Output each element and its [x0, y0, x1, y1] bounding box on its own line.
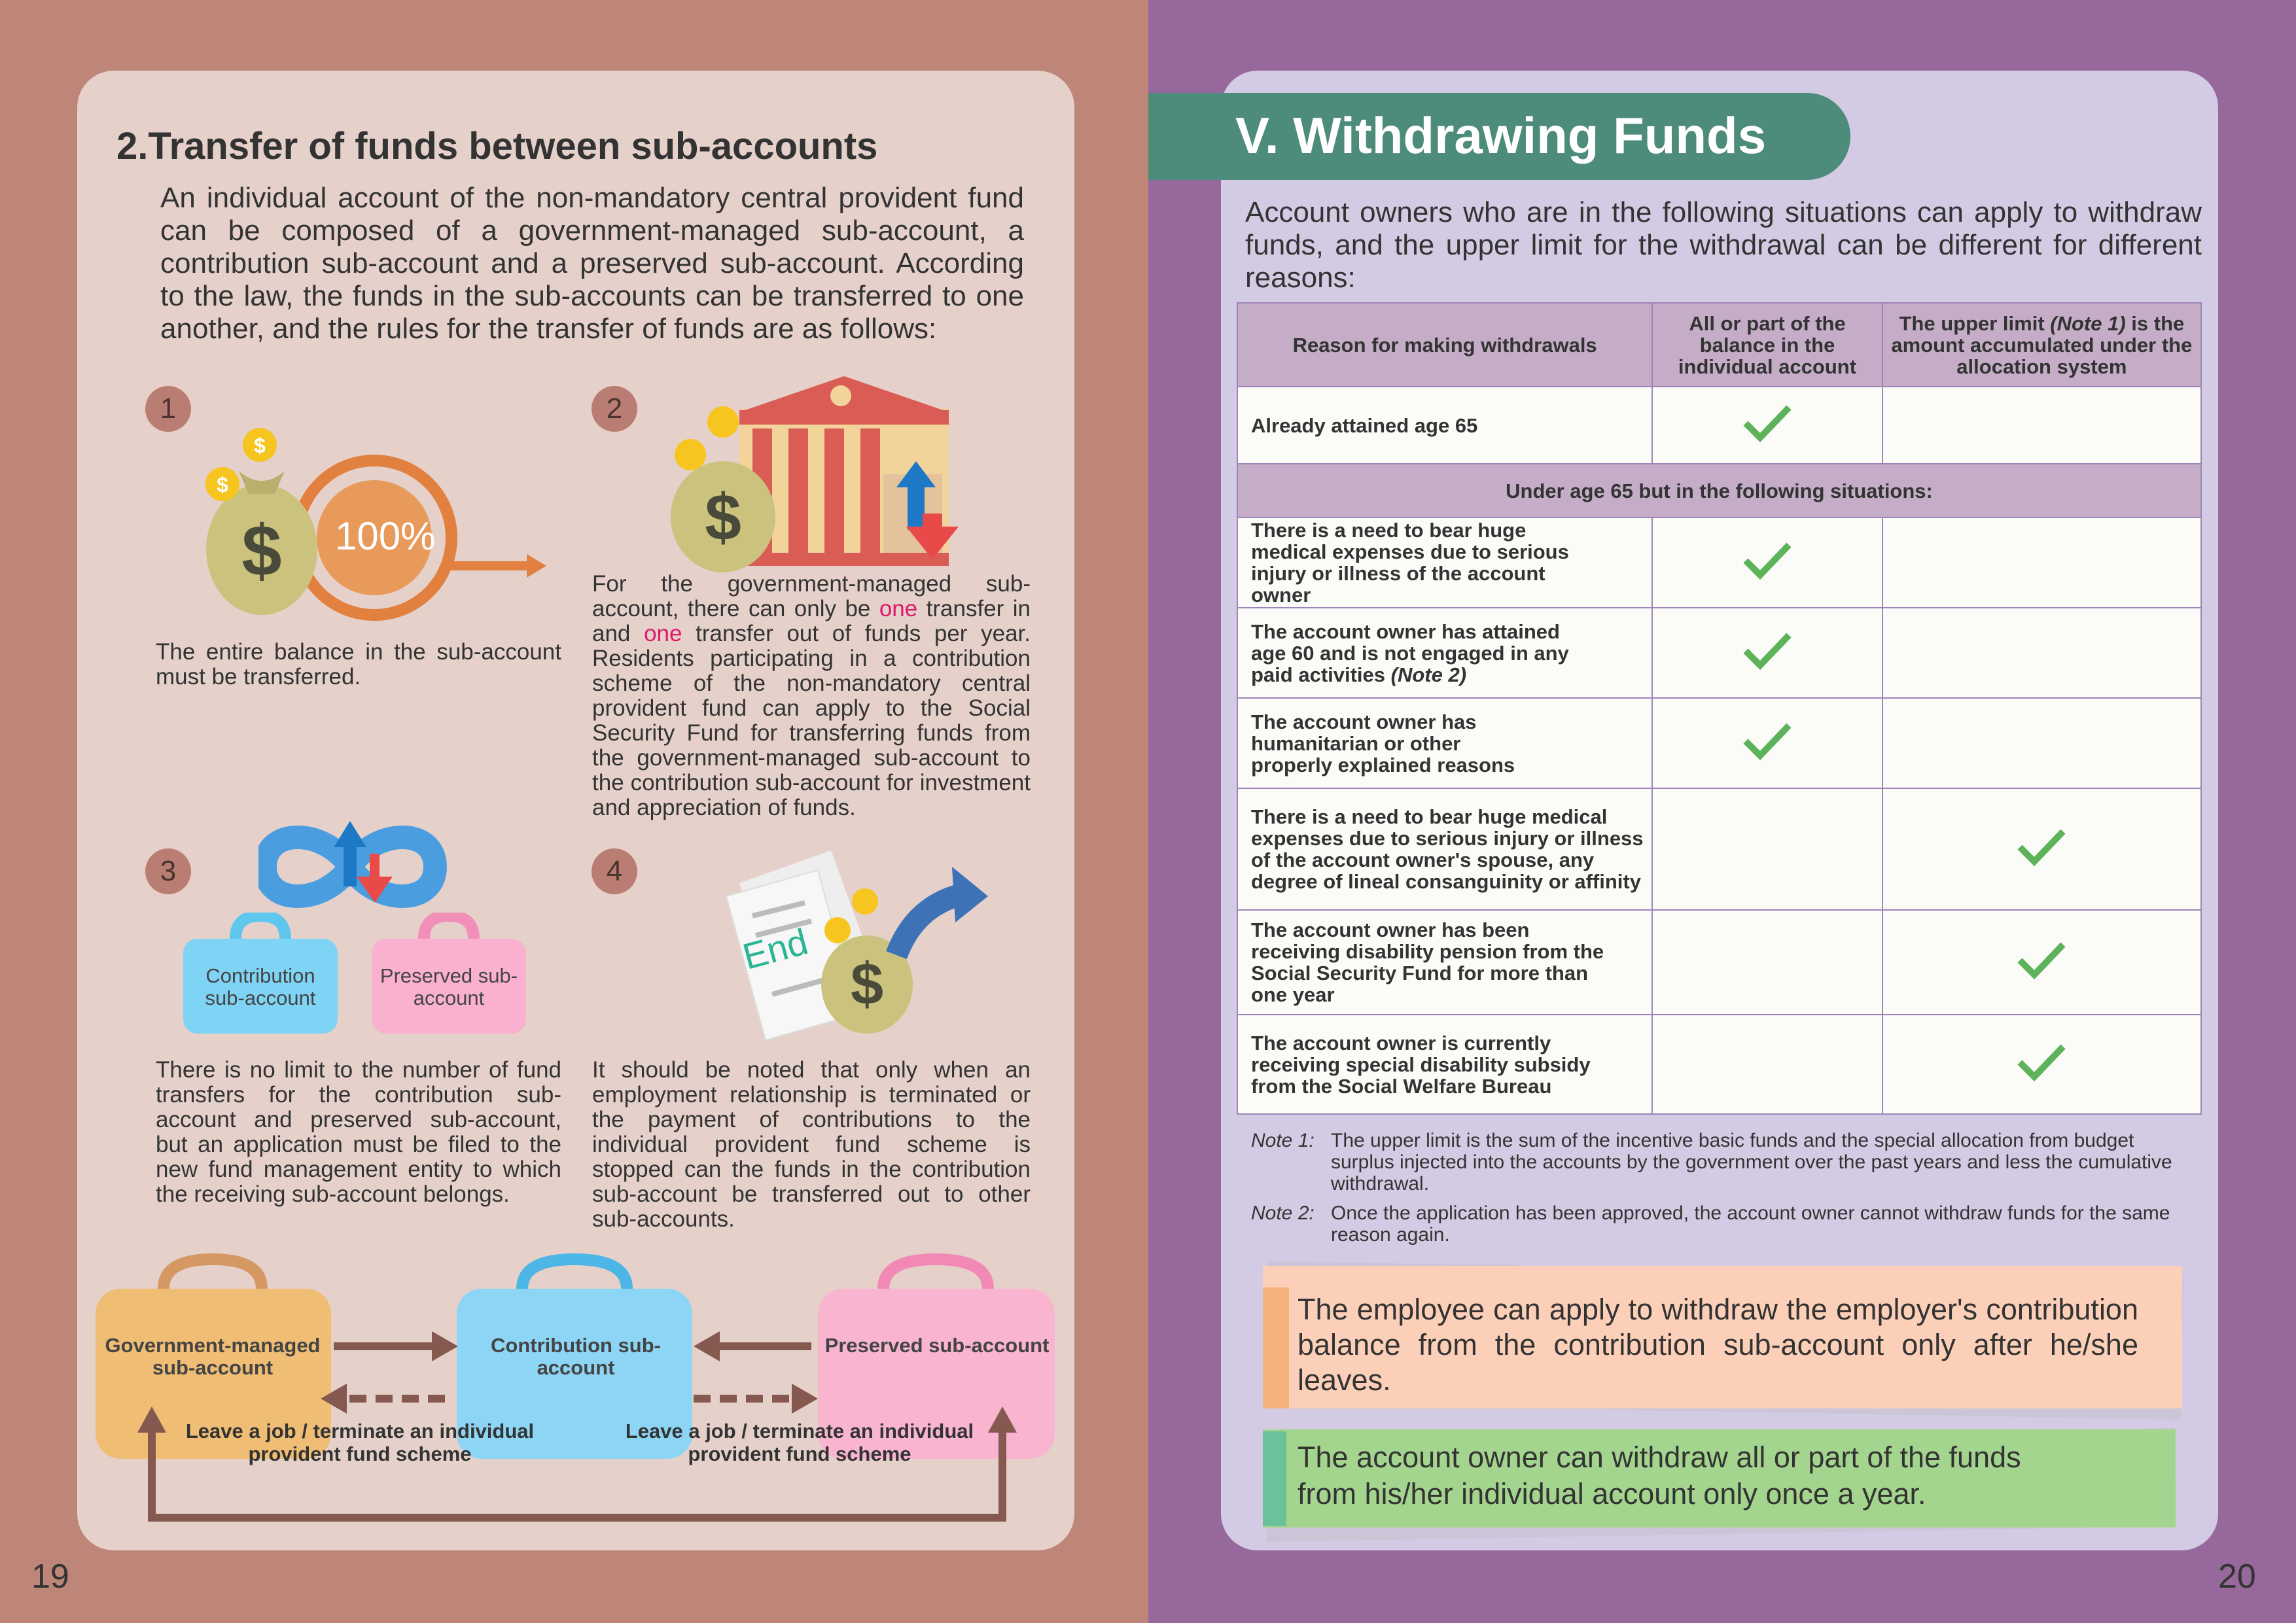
table-row [1237, 788, 2201, 910]
row-label: The account owner is currently receiving special disability subsidy from the Social Welfare Bureau [1237, 1015, 1652, 1114]
subheader-under-65: Under age 65 but in the following situations: [1237, 464, 2201, 517]
svg-text:$: $ [850, 952, 884, 1017]
step-3-text: There is no limit to the number of fund transfers for the contribution sub-account and preserved sub-account, but an application must be filed to the new fund management entity to which the receiving sub-account belongs. [156, 1057, 561, 1207]
intro-paragraph: An individual account of the non-mandatory central provident fund can be composed of a government-managed sub-account, a contribution sub-account and a preserved sub-account. According to the law, the funds in the sub-accounts can be transferred to one another, and the rules for the transfer of funds are as follows: [160, 182, 1024, 345]
note-2-text: Once the application has been approved, the account owner cannot withdraw funds for the same reason again. [1331, 1202, 2170, 1246]
check-icon [2016, 1043, 2067, 1082]
row-label: There is a need to bear huge medical expenses due to serious injury or illness of the account owner's spouse, any degree of lineal consanguinity or affinity [1237, 788, 1652, 910]
check-icon [1742, 541, 1793, 580]
row-col2 [1652, 608, 1882, 698]
header-all-or-part: All or part of the balance in the individual account [1652, 303, 1882, 387]
row-col2 [1652, 910, 1882, 1015]
flow-caption-right: Leave a job / terminate an individual provident fund scheme [625, 1420, 974, 1465]
note-1-label: Note 1: [1251, 1130, 1315, 1151]
row-label: The account owner has humanitarian or other properly explained reasons [1237, 698, 1652, 788]
contribution-suitcase-label: Contribution sub-account [205, 964, 316, 1009]
svg-text:$: $ [705, 481, 741, 554]
end-label: End [738, 920, 813, 977]
table-row [1237, 517, 2201, 608]
flow-gov-bag-label: Government-managed sub-account [105, 1334, 321, 1379]
row-col2 [1652, 1015, 1882, 1114]
row-label: There is a need to bear huge medical expenses due to serious injury or illness of the account owner [1237, 517, 1652, 608]
step-number-2: 2 [592, 386, 637, 432]
table-subheader-row [1237, 464, 2201, 517]
note-2-label: Note 2: [1251, 1202, 1315, 1224]
orange-callout-stripe [1263, 1287, 1289, 1408]
step-2-text: For the government-managed sub-account, there can only be one transfer in and one transfer out of funds per year. Residents participating in a contribution scheme of the non-mandatory central provident fund can apply to the Social Security Fund for transferring funds from the government-managed sub-account to the contribution sub-account for investment and appreciation of funds. [592, 571, 1031, 820]
page-title: V. Withdrawing Funds [1235, 107, 1767, 164]
row-label: The account owner has attained age 60 and is not engaged in any paid activities (Note 2) [1237, 608, 1652, 698]
table-row [1237, 608, 2201, 698]
withdrawal-table [1237, 302, 2202, 1115]
flow-contribution-bag-label: Contribution sub-account [491, 1334, 661, 1379]
row-label: The account owner has been receiving disability pension from the Social Security Fund for more than one year [1237, 910, 1652, 1015]
row-col2 [1652, 698, 1882, 788]
header-reason: Reason for making withdrawals [1237, 303, 1652, 387]
withdrawal-intro: Account owners who are in the following situations can apply to withdraw funds, and the upper limit for the withdrawal can be different for different reasons: [1245, 196, 2202, 294]
row-col3 [1882, 517, 2201, 608]
check-icon [1742, 404, 1793, 443]
check-icon [1742, 631, 1793, 671]
flow-caption-left: Leave a job / terminate an individual provident fund scheme [185, 1420, 535, 1465]
transfer-loop-icon [258, 814, 448, 919]
page-number-right: 20 [2218, 1558, 2256, 1596]
step-1-text: The entire balance in the sub-account must be transferred. [156, 639, 561, 689]
row-label-age65: Already attained age 65 [1237, 387, 1652, 464]
step-number-3: 3 [145, 848, 191, 894]
flow-preserved-bag-label: Preserved sub-account [824, 1334, 1050, 1357]
orange-callout-text: The employee can apply to withdraw the employer's contribution balance from the contribution sub-account only after he/she leaves. [1298, 1293, 2138, 1397]
step-4-text: It should be noted that only when an employment relationship is terminated or the payment of contributions to the individual provident fund scheme is stopped can the funds in the contribution sub-account be transferred out to other sub-accounts. [592, 1057, 1031, 1232]
row-col3 [1882, 698, 2201, 788]
row-col3 [1882, 910, 2201, 1015]
hundred-percent-label: 100% [335, 514, 436, 558]
svg-text:$: $ [217, 473, 228, 497]
section-title: 2.Transfer of funds between sub-accounts [116, 125, 878, 167]
row-age65-col3 [1882, 387, 2201, 464]
money-bag-building-icon [667, 363, 975, 572]
table-row [1237, 698, 2201, 788]
step-number-4: 4 [592, 848, 637, 894]
step-number-1: 1 [145, 386, 191, 432]
transfer-flow-diagram [92, 1249, 1067, 1524]
table-row [1237, 910, 2201, 1015]
row-age65-col2 [1652, 387, 1882, 464]
check-icon [2016, 828, 2067, 867]
table-row [1237, 387, 2201, 464]
row-col3 [1882, 788, 2201, 910]
svg-text:$: $ [241, 511, 282, 591]
note-1-text: The upper limit is the sum of the incentive basic funds and the special allocation from budget surplus injected into the accounts by the government over the past years and less the cumulative withdrawal. [1331, 1130, 2172, 1195]
row-col2 [1652, 788, 1882, 910]
table-header-row [1237, 303, 2201, 387]
header-upper-limit: The upper limit (Note 1) is the amount accumulated under the allocation system [1882, 303, 2201, 387]
preserved-suitcase-label: Preserved sub-account [380, 964, 518, 1009]
row-col2 [1652, 517, 1882, 608]
row-col3 [1882, 1015, 2201, 1114]
page-number-left: 19 [31, 1558, 69, 1596]
row-col3 [1882, 608, 2201, 698]
svg-text:$: $ [254, 434, 266, 457]
check-icon [2016, 941, 2067, 980]
table-row [1237, 1015, 2201, 1114]
green-callout-text: The account owner can withdraw all or part of the funds from his/her individual account only once a year. [1298, 1440, 2021, 1510]
green-callout-stripe [1263, 1431, 1286, 1526]
check-icon [1742, 722, 1793, 761]
